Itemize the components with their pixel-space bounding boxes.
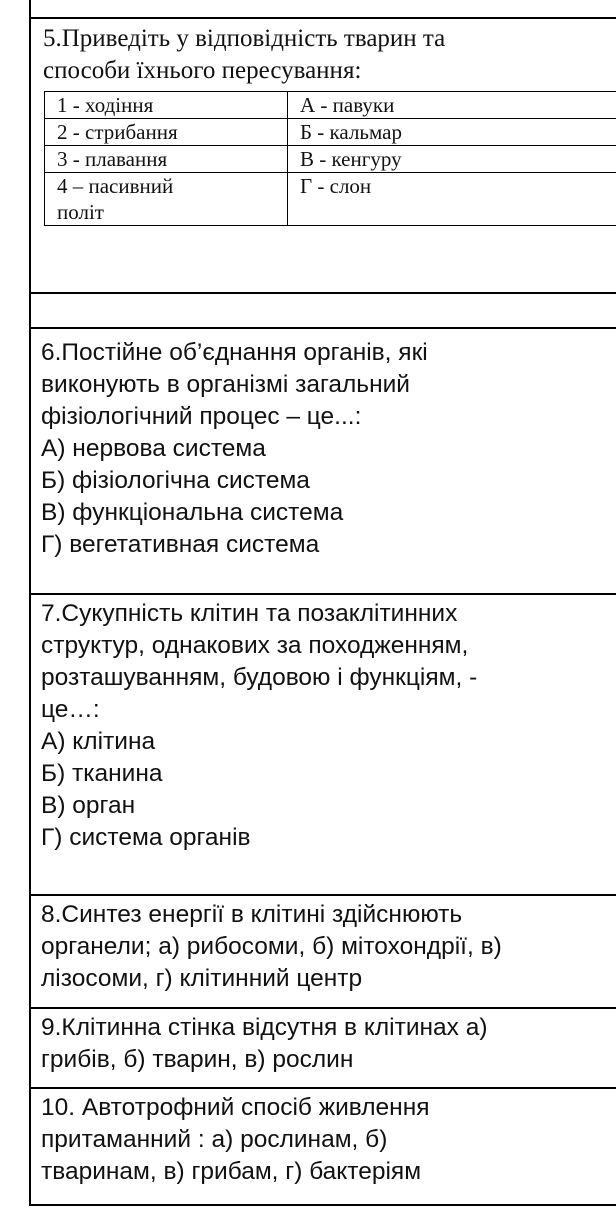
left-cell-text: політ [57, 200, 104, 224]
question-8-line: 8.Синтез енергії в клітині здійснюють [41, 901, 463, 928]
left-cell [45, 92, 288, 119]
question-9-line: 9.Клітинна стінка відсутня в клітинах а) [41, 1014, 488, 1041]
table-row [45, 92, 616, 119]
question-10-text [41, 1092, 430, 1188]
question-6-line: 6.Постійне об’єднання органів, які [41, 339, 428, 366]
left-cell-text: 4 – пасивний [57, 174, 174, 198]
question-5-line: 5.Приведіть у відповідність тварин та [43, 25, 446, 52]
left-cell [45, 173, 288, 226]
right-cell [288, 173, 616, 226]
left-cell-text: 2 - стрибання [57, 120, 178, 144]
answer-option: В) орган [41, 792, 136, 819]
answer-option: Г) система органів [41, 824, 251, 851]
right-cell [288, 119, 616, 146]
question-10-line: тваринам, в) грибам, г) бактеріям [41, 1158, 422, 1185]
answer-option: Б) фізіологічна система [41, 467, 310, 494]
question-6-cell [31, 327, 616, 594]
question-6-line: фізіологічний процес – це...: [41, 403, 362, 430]
question-6-line: виконують в організмі загальний [41, 371, 410, 398]
question-7-line: це…: [41, 696, 100, 723]
question-6-text [41, 337, 428, 561]
table-row [45, 146, 616, 173]
question-7-cell [31, 593, 616, 895]
answer-option: А) нервова система [41, 435, 266, 462]
left-cell-text: 1 - ходіння [57, 93, 154, 117]
question-5-line: способи їхнього пересування: [43, 57, 362, 84]
right-cell-text: А - павуки [300, 93, 395, 117]
table-row [45, 173, 616, 226]
right-cell-text: Б - кальмар [300, 120, 402, 144]
question-10-cell [31, 1087, 616, 1206]
left-cell-text: 3 - плавання [57, 147, 168, 171]
answer-option: В) функціональна система [41, 499, 344, 526]
question-9-line: грибів, б) тварин, в) рослин [41, 1046, 354, 1073]
right-cell [288, 146, 616, 173]
question-9-cell [31, 1007, 616, 1088]
right-cell-text: В - кенгуру [300, 147, 402, 171]
question-10-line: 10. Автотрофний спосіб живлення [41, 1094, 430, 1121]
empty-row [31, 292, 616, 328]
question-7-text [41, 598, 477, 854]
question-8-cell [31, 894, 616, 1008]
question-8-text [41, 899, 502, 995]
answer-option: Г) вегетативная система [41, 531, 320, 558]
question-9-text [41, 1012, 488, 1076]
document-table [29, 0, 616, 1206]
right-cell [288, 92, 616, 119]
question-10-line: притаманний : а) рослинам, б) [41, 1126, 388, 1153]
question-8-line: органели; а) рибосоми, б) мітохондрії, в) [41, 933, 502, 960]
left-cell [45, 119, 288, 146]
matching-table [44, 91, 616, 226]
question-8-line: лізосоми, г) клітинний центр [41, 965, 363, 992]
table-row [45, 119, 616, 146]
answer-option: Б) тканина [41, 760, 163, 787]
question-7-line: розташуванням, будовою і функціям, - [41, 664, 478, 691]
question-7-line: структур, однакових за походженням, [41, 632, 469, 659]
question-5-text [43, 23, 445, 87]
question-5-cell [31, 17, 616, 261]
question-7-line: 7.Сукупність клітин та позаклітинних [41, 600, 458, 627]
answer-option: А) клітина [41, 728, 156, 755]
right-cell-text: Г - слон [300, 174, 372, 198]
top-empty-row [31, 0, 616, 18]
left-cell [45, 146, 288, 173]
